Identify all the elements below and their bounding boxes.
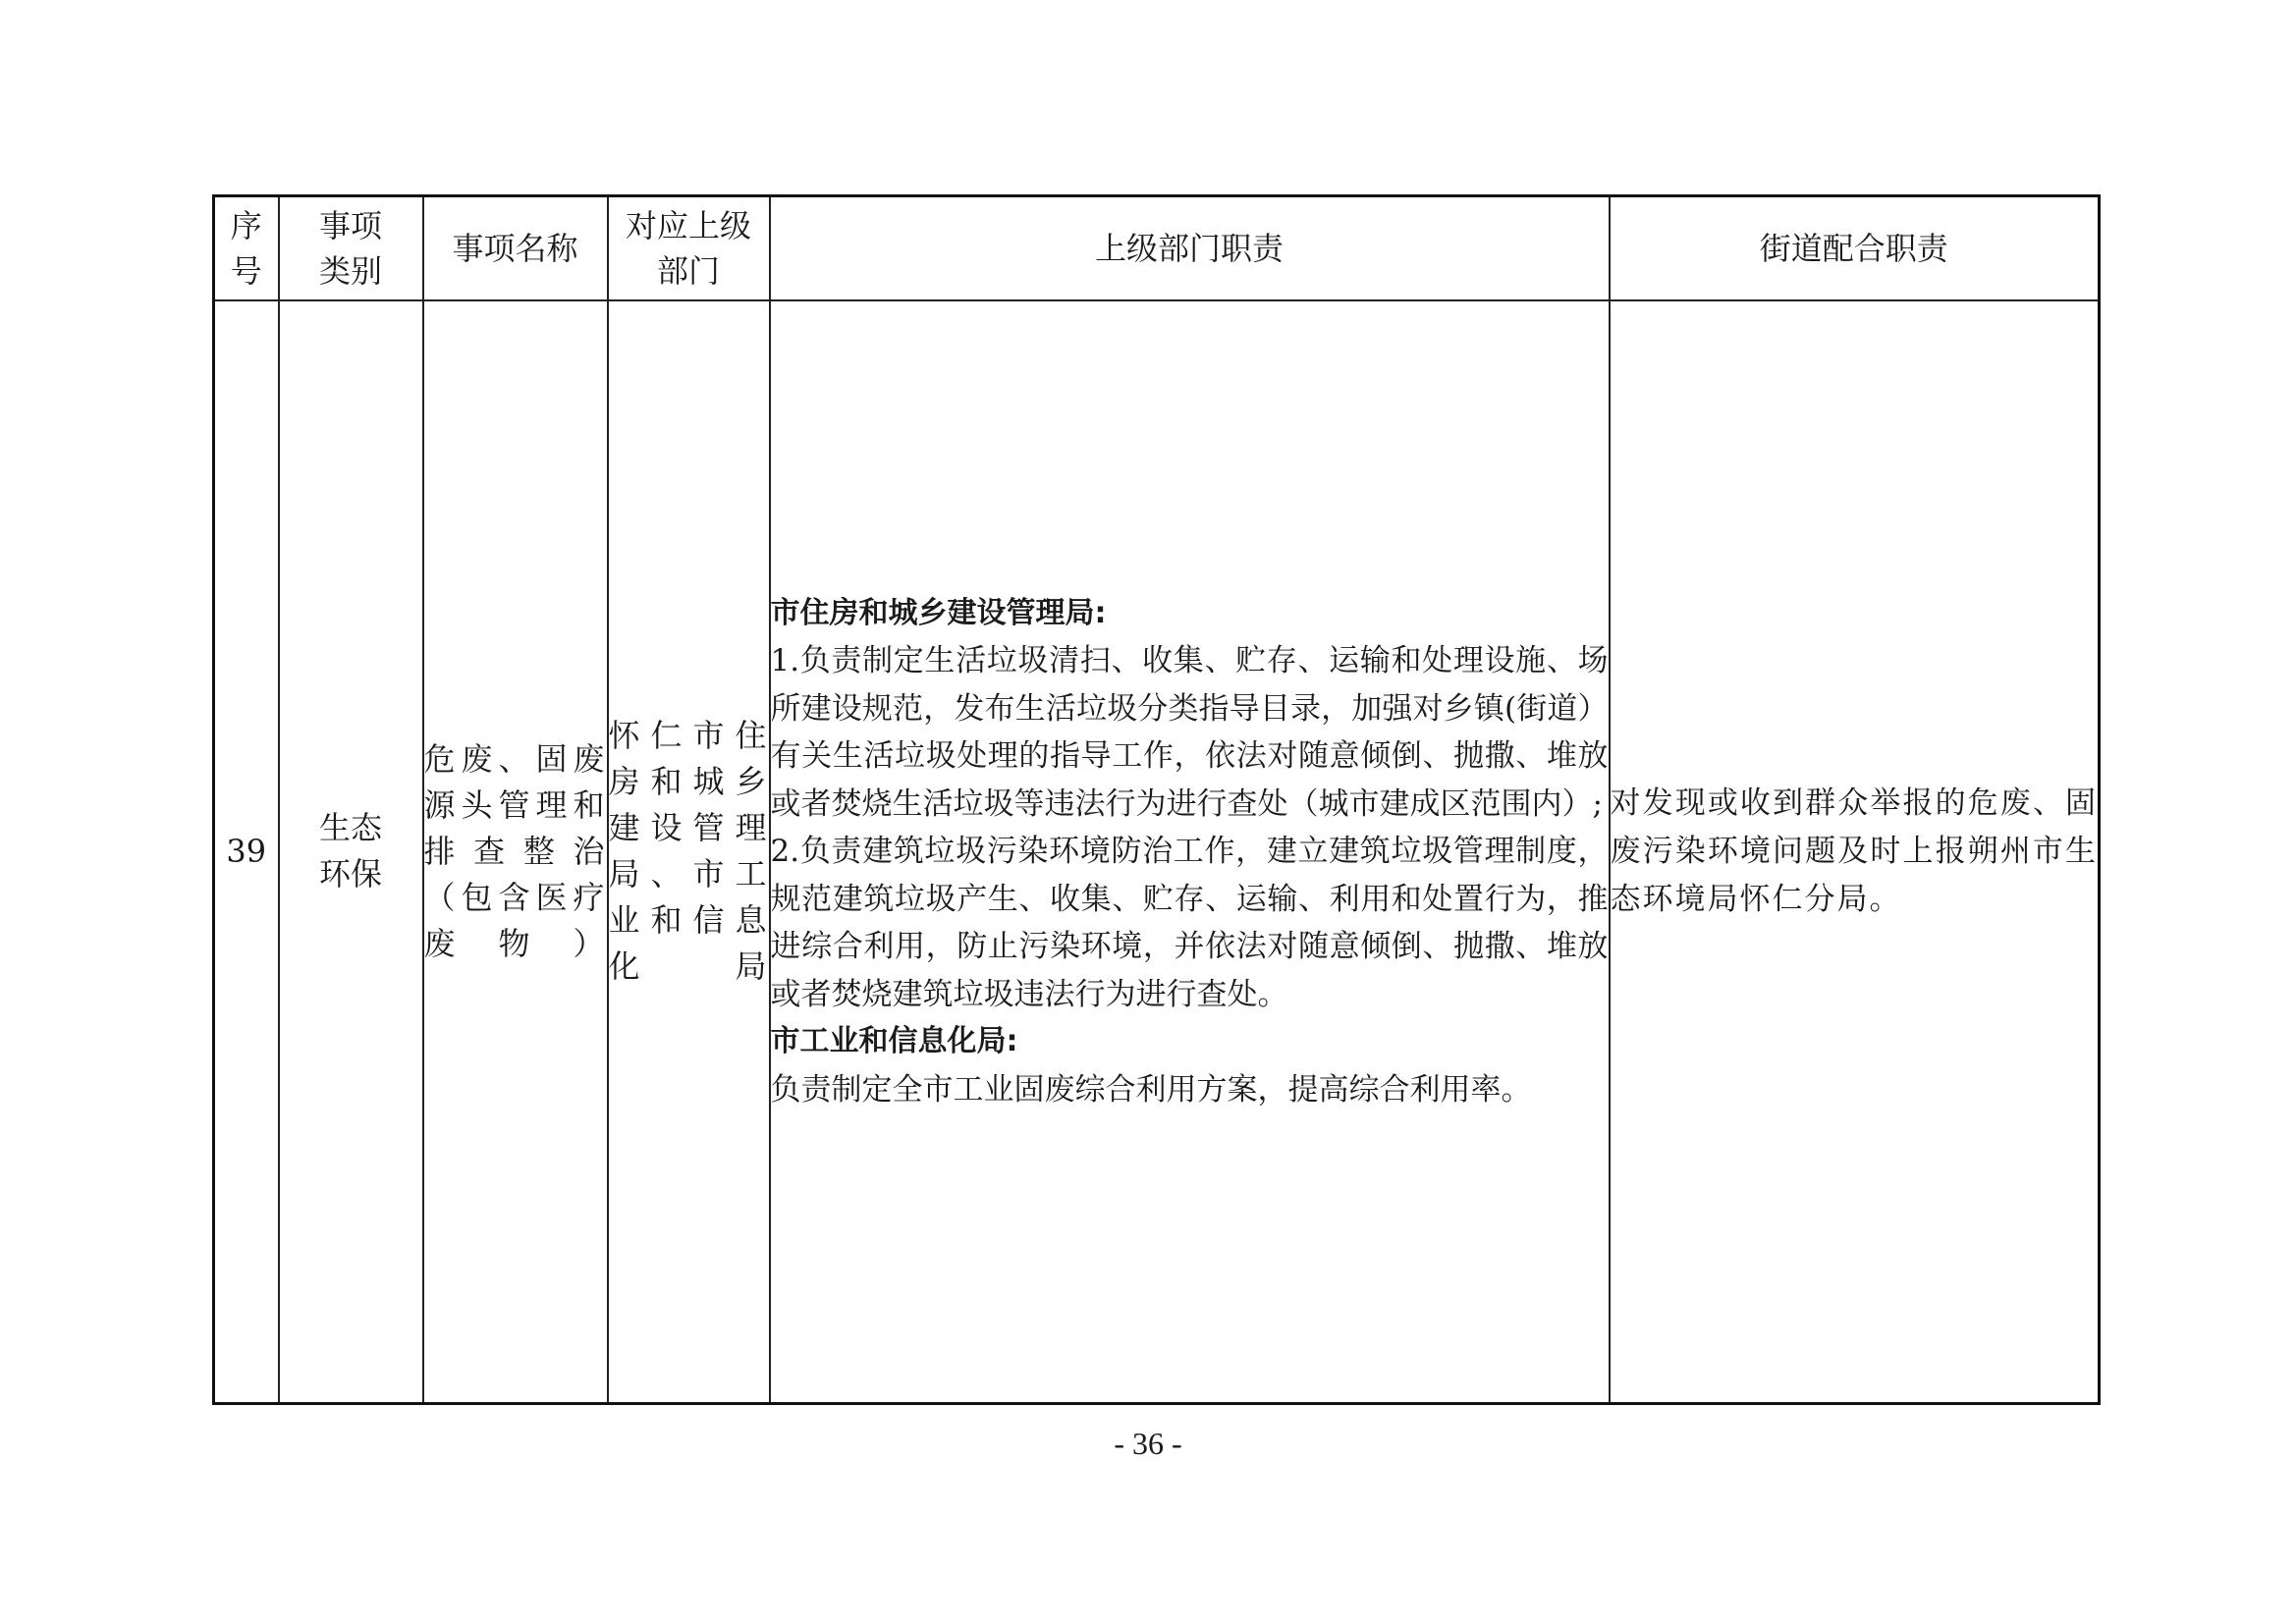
duty-section1-item1: 1.负责制定生活垃圾清扫、收集、贮存、运输和处理设施、场所建设规范，发布生活垃圾分类指导目录，加强对乡镇(街道）有关生活垃圾处理的指导工作，依法对随意倾倒、抛撒、堆放或者焚烧生活垃圾等违法行为进行查处（城市建成区范围内）; <box>770 643 1609 822</box>
duty-section2-title: 市工业和信息化局: <box>770 1024 1018 1058</box>
responsibility-table <box>212 194 2101 1405</box>
duty-section1-item2: 2.负责建筑垃圾污染环境防治工作，建立建筑垃圾管理制度，规范建筑垃圾产生、收集、贮存、运输、利用和处置行为，推进综合利用，防止污染环境，并依法对随意倾倒、抛撒、堆放或者焚烧建筑垃圾违法行为进行查处。 <box>770 834 1609 1012</box>
table-header-row <box>214 196 2100 300</box>
table-row <box>214 300 2100 1404</box>
duty-section2-item1: 负责制定全市工业固废综合利用方案，提高综合利用率。 <box>770 1071 1532 1108</box>
header-seq: 序 号 <box>214 196 279 300</box>
page-number: - 36 - <box>1114 1426 1182 1461</box>
cell-item-name: 危废、固废源头管理和排查整治（包含医疗废物） <box>423 300 608 1404</box>
header-street-duty: 街道配合职责 <box>1610 196 2100 300</box>
duty-section1-title: 市住房和城乡建设管理局: <box>770 595 1107 630</box>
cell-upper-dept: 怀仁市住房和城乡建设管理局、市工业和信息化局 <box>608 300 770 1404</box>
header-upper-duty: 上级部门职责 <box>770 196 1610 300</box>
cell-street-duty: 对发现或收到群众举报的危废、固废污染环境问题及时上报朔州市生态环境局怀仁分局。 <box>1610 300 2100 1404</box>
header-upper-dept: 对应上级 部门 <box>608 196 770 300</box>
cell-seq: 39 <box>214 300 279 1404</box>
cell-category: 生态 环保 <box>279 300 423 1404</box>
header-category: 事项 类别 <box>279 196 423 300</box>
header-name: 事项名称 <box>423 196 608 300</box>
cell-upper-duty <box>770 300 1610 1404</box>
